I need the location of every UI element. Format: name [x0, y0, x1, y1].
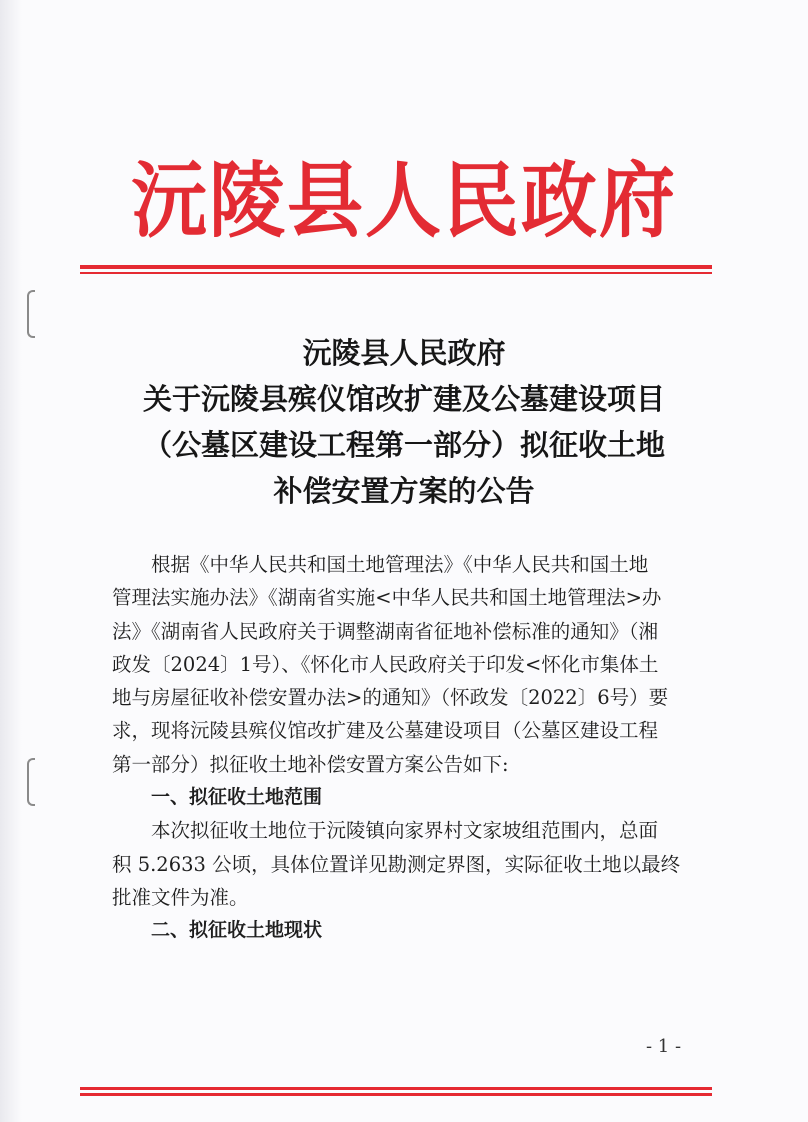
- intro-line: 第一部分）拟征收土地补偿安置方案公告如下:: [112, 752, 509, 776]
- footer-red-rule-bottom: [80, 1093, 712, 1096]
- section-1-line: 积 5.2633 公顷，具体位置详见勘测定界图，实际征收土地以最终: [112, 852, 681, 876]
- notice-title-line: 补偿安置方案的公告: [273, 474, 535, 508]
- intro-line: 政发〔2024〕1号）、《怀化市人民政府关于印发<怀化市集体土: [112, 652, 659, 676]
- page-number: - 1 -: [646, 1036, 682, 1057]
- section-2-heading: 二、拟征收土地现状: [151, 919, 323, 942]
- intro-line: 地与房屋征收补偿安置办法>的通知》（怀政发〔2022〕6号）要: [112, 686, 669, 710]
- footer-red-rule-top: [80, 1087, 712, 1090]
- scan-edge-shadow: [0, 0, 22, 1122]
- notice-title-line: 关于沅陵县殡仪馆改扩建及公墓建设项目: [142, 382, 665, 416]
- notice-body: [112, 548, 700, 948]
- intro-line: 根据《中华人民共和国土地管理法》《中华人民共和国土地: [151, 553, 649, 576]
- intro-line: 法》《湖南省人民政府关于调整湖南省征地补偿标准的通知》（湘: [112, 619, 659, 643]
- staple-mark-bottom: [27, 758, 35, 806]
- header-red-rule-thick: [80, 265, 712, 269]
- notice-title-line: 沅陵县人民政府: [302, 336, 506, 370]
- staple-mark-top: [27, 290, 35, 338]
- issuer-header: 沅陵县人民政府: [131, 152, 677, 249]
- section-1-line: 本次拟征收土地位于沅陵镇向家界村文家坡组范围内，总面: [151, 819, 659, 843]
- section-1-line: 批准文件为准。: [112, 885, 249, 909]
- notice-title-line: （公墓区建设工程第一部分）拟征收土地: [142, 428, 665, 462]
- intro-line: 管理法实施办法》《湖南省实施<中华人民共和国土地管理法>办: [112, 586, 662, 610]
- notice-title: [100, 330, 708, 514]
- header-red-rule-thin: [80, 272, 712, 274]
- intro-line: 求，现将沅陵县殡仪馆改扩建及公墓建设项目（公墓区建设工程: [112, 719, 659, 743]
- section-1-heading: 一、拟征收土地范围: [151, 786, 323, 809]
